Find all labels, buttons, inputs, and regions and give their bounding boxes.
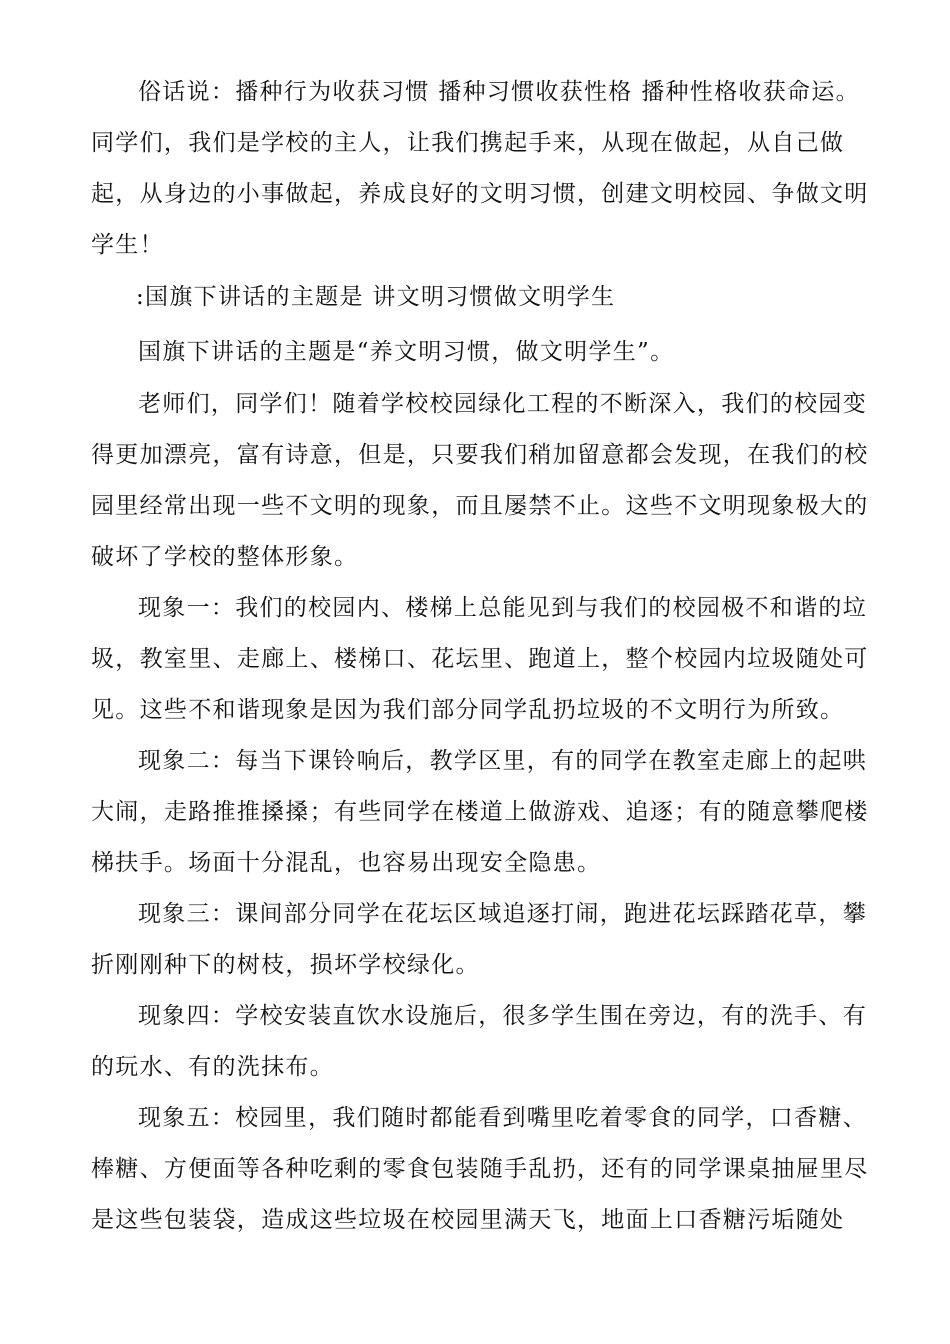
paragraph-line: 是这些包装袋，造成这些垃圾在校园里满天飞，地面上口香糖污垢随处	[91, 1207, 845, 1233]
paragraph-line: 园里经常出现一些不文明的现象，而且屡禁不止。这些不文明现象极大的	[91, 493, 869, 519]
paragraph-line: 现象三：课间部分同学在花坛区域追逐打闹，跑进花坛踩踏花草，攀	[138, 901, 867, 927]
paragraph-line: 梯扶手。场面十分混乱，也容易出现安全隐患。	[91, 850, 602, 876]
paragraph-line: 得更加漂亮，富有诗意，但是，只要我们稍加留意都会发现，在我们的校	[91, 442, 869, 468]
paragraph-line: 现象五：校园里，我们随时都能看到嘴里吃着零食的同学，口香糖、	[138, 1105, 867, 1131]
paragraph-line: 国旗下讲话的主题是“养文明习惯，做文明学生”。	[138, 339, 675, 365]
paragraph-line: 同学们，我们是学校的主人，让我们携起手来，从现在做起，从自己做	[91, 130, 845, 156]
paragraph-line: 棒糖、方便面等各种吃剩的零食包装随手乱扔，还有的同学课桌抽屉里尽	[91, 1156, 869, 1182]
paragraph-line: 破坏了学校的整体形象。	[91, 544, 359, 570]
paragraph-line: 圾，教室里、走廊上、楼梯口、花坛里、跑道上，整个校园内垃圾随处可	[91, 646, 869, 672]
paragraph-line: 折刚刚种下的树枝，损坏学校绿化。	[91, 952, 480, 978]
paragraph-line: 现象二：每当下课铃响后，教学区里，有的同学在教室走廊上的起哄	[138, 748, 867, 774]
paragraph-line: 现象四：学校安装直饮水设施后，很多学生围在旁边，有的洗手、有	[138, 1003, 867, 1029]
paragraph-line: 老师们，同学们！随着学校校园绿化工程的不断深入，我们的校园变	[138, 391, 867, 417]
paragraph-line: 起，从身边的小事做起，养成良好的文明习惯，创建文明校园、争做文明	[91, 181, 869, 207]
paragraph-line: 学生！	[91, 232, 164, 258]
section-heading: :国旗下讲话的主题是 讲文明习惯做文明学生	[136, 284, 616, 310]
paragraph-line: 见。这些不和谐现象是因为我们部分同学乱扔垃圾的不文明行为所致。	[91, 697, 845, 723]
paragraph-line: 俗话说：播种行为收获习惯 播种习惯收获性格 播种性格收获命运。	[138, 79, 860, 105]
paragraph-line: 的玩水、有的洗抹布。	[91, 1054, 334, 1080]
paragraph-line: 现象一：我们的校园内、楼梯上总能见到与我们的校园极不和谐的垃	[138, 595, 867, 621]
paragraph-line: 大闹，走路推推搡搡；有些同学在楼道上做游戏、追逐；有的随意攀爬楼	[91, 799, 869, 825]
